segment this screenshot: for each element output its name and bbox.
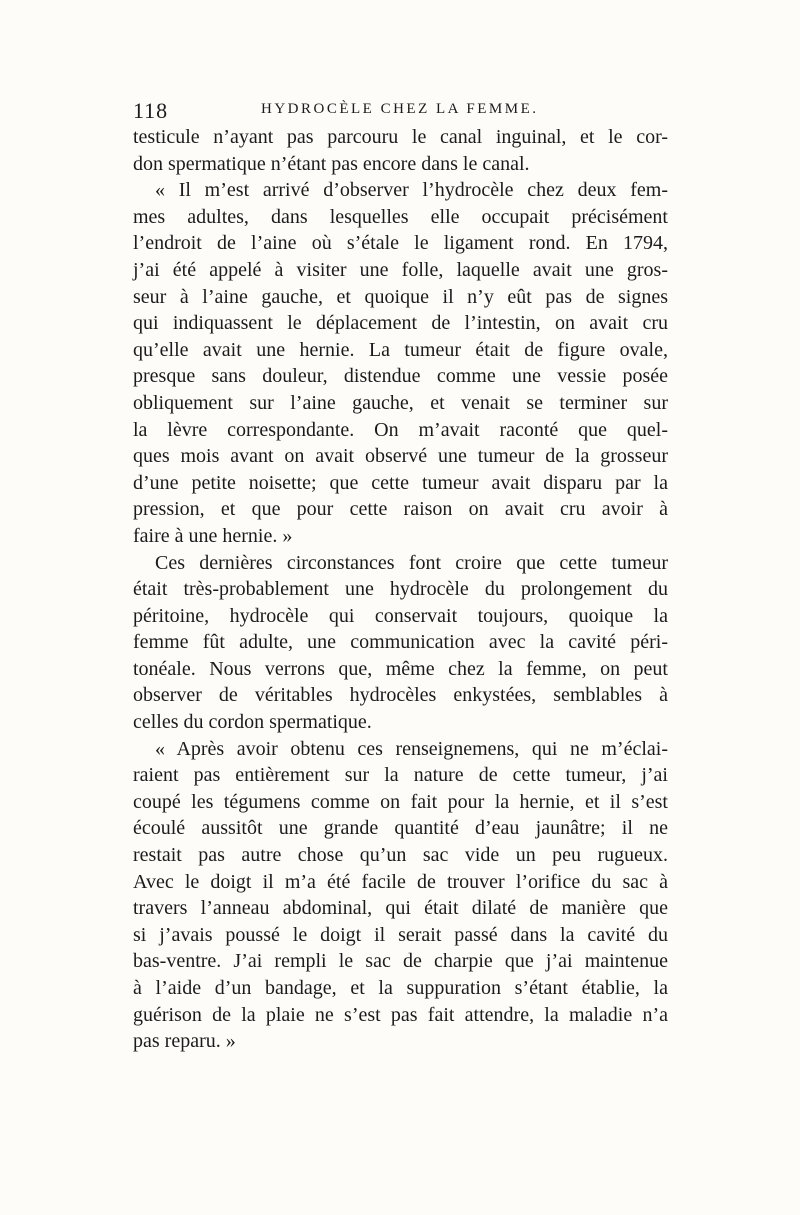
text-line: faire à une hernie. »: [133, 524, 293, 547]
text-line: la lèvre correspondante. On m’avait raconté que quel-: [133, 418, 668, 441]
text-line: don spermatique n’étant pas encore dans le canal.: [133, 152, 530, 175]
text-line: observer de véritables hydrocèles enkystées, semblables à: [133, 684, 668, 707]
text-line: testicule n’ayant pas parcouru le canal inguinal, et le cor-: [133, 126, 668, 148]
text-line: Ces dernières circonstances font croire que cette tumeur: [155, 551, 668, 574]
page-header: [133, 98, 668, 124]
text-line: obliquement sur l’aine gauche, et venait se terminer sur: [133, 391, 668, 414]
text-line: à l’aide d’un bandage, et la suppuration s’étant établie, la: [133, 977, 668, 999]
text-line: d’une petite noisette; que cette tumeur avait disparu par la: [133, 471, 668, 494]
text-line: femme fût adulte, une communication avec la cavité péri-: [133, 631, 668, 654]
text-line: j’ai été appelé à visiter une folle, laquelle avait une gros-: [133, 258, 668, 281]
text-line: qu’elle avait une hernie. La tumeur était de figure ovale,: [133, 338, 668, 361]
text-line: qui indiquassent le déplacement de l’intestin, on avait cru: [133, 312, 668, 335]
text-line: Avec le doigt il m’a été facile de trouver l’orifice du sac à: [133, 870, 668, 893]
text-line: péritoine, hydrocèle qui conservait toujours, quoique la: [133, 604, 668, 627]
text-line: guérison de la plaie ne s’est pas fait attendre, la maladie n’a: [133, 1003, 668, 1026]
text-line: bas-ventre. J’ai rempli le sac de charpie que j’ai maintenue: [133, 950, 668, 973]
text-line: était très-probablement une hydrocèle du prolongement du: [133, 578, 668, 601]
text-line: pression, et que pour cette raison on avait cru avoir à: [133, 498, 668, 521]
text-line: écoulé aussitôt une grande quantité d’eau jaunâtre; il ne: [133, 817, 668, 840]
text-line: seur à l’aine gauche, et quoique il n’y eût pas de signes: [133, 285, 668, 308]
text-line: tonéale. Nous verrons que, même chez la femme, on peut: [133, 657, 668, 680]
text-line: ques mois avant on avait observé une tumeur de la grosseur: [133, 445, 668, 468]
text-line: pas reparu. »: [133, 1030, 236, 1053]
page-number: 118: [133, 98, 169, 123]
text-line: « Il m’est arrivé d’observer l’hydrocèle chez deux fem-: [155, 179, 668, 202]
body-text: [133, 124, 668, 1055]
text-line: restait pas autre chose qu’un sac vide un peu rugueux.: [133, 844, 668, 867]
text-line: « Après avoir obtenu ces renseignemens, qui ne m’éclai-: [155, 737, 668, 760]
running-head: HYDROCÈLE CHEZ LA FEMME.: [261, 101, 539, 117]
text-line: mes adultes, dans lesquelles elle occupait précisément: [133, 205, 668, 228]
text-line: presque sans douleur, distendue comme une vessie posée: [133, 365, 668, 388]
text-line: l’endroit de l’aine où s’étale le ligament rond. En 1794,: [133, 232, 668, 255]
text-line: travers l’anneau abdominal, qui était dilaté de manière que: [133, 897, 668, 920]
text-line: raient pas entièrement sur la nature de cette tumeur, j’ai: [133, 764, 668, 787]
text-line: coupé les tégumens comme on fait pour la hernie, et il s’est: [133, 790, 668, 813]
text-line: celles du cordon spermatique.: [133, 711, 372, 734]
text-line: si j’avais poussé le doigt il serait passé dans la cavité du: [133, 923, 668, 946]
